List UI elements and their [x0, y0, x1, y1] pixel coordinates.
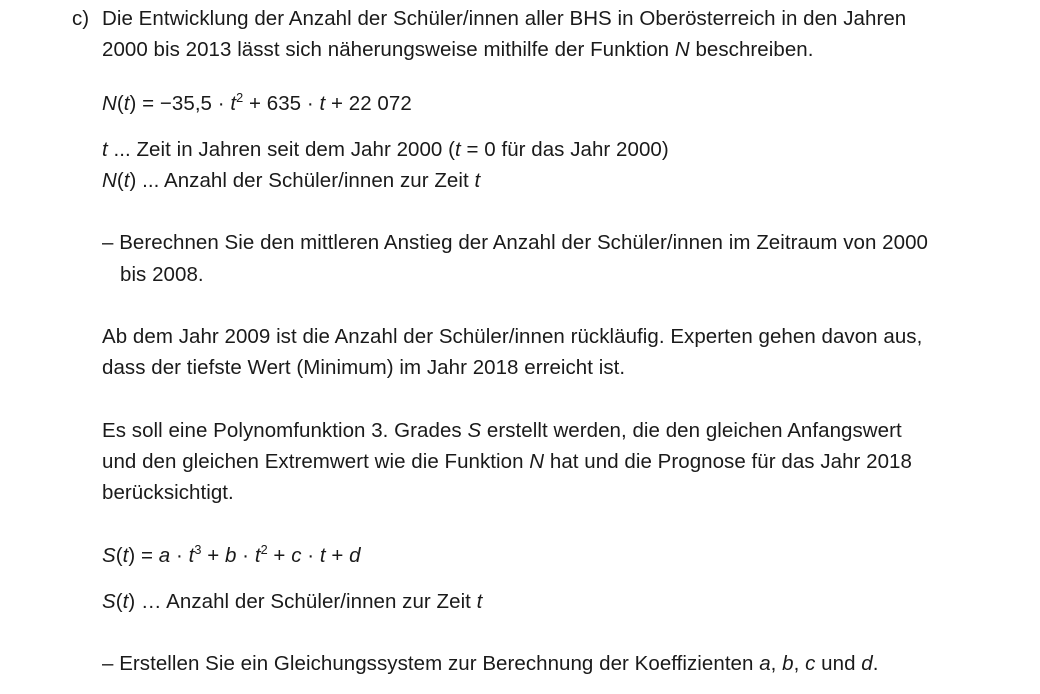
- legend-N-var: N: [102, 169, 117, 192]
- formula-N-linear-coef: + 635 ·: [243, 92, 320, 115]
- para2-line-2: [102, 356, 625, 380]
- formula-S: [102, 544, 361, 568]
- legend-N: [102, 169, 480, 193]
- task1-line-1: [102, 231, 928, 255]
- legend-S-t: t: [122, 590, 129, 613]
- formula-N-t-sq: t: [230, 92, 237, 115]
- para3-line-1: [102, 419, 902, 443]
- task2-period: .: [872, 652, 879, 675]
- legend-S-text: ) … Anzahl der Schüler/innen zur Zeit: [128, 590, 477, 613]
- intro-line-1: [102, 7, 906, 31]
- legend-t-var: t: [102, 138, 108, 161]
- formula-S-t: t: [122, 544, 129, 567]
- formula-S-open: (: [115, 544, 123, 567]
- para2-text-2: dass der tiefste Wert (Minimum) im Jahr 2018 erreicht ist.: [102, 356, 626, 379]
- task1-text-2: bis 2008.: [120, 263, 204, 286]
- formula-S-d: d: [349, 544, 361, 567]
- intro-text-2a: 2000 bis 2013 lässt sich näherungsweise mithilfe der Funktion: [102, 38, 675, 61]
- intro-text-1: Die Entwicklung der Anzahl der Schüler/innen aller BHS in Oberösterreich in den Jahren: [102, 7, 907, 30]
- para3-line-3: [102, 481, 234, 505]
- formula-S-exponent-3: 3: [194, 542, 202, 558]
- formula-N-t: t: [123, 92, 130, 115]
- intro-var-N: N: [674, 38, 690, 61]
- legend-t: [102, 138, 669, 162]
- formula-S-t-linear: t: [319, 544, 326, 567]
- formula-S-dot2: ·: [236, 544, 255, 567]
- formula-N-t-lin: t: [319, 92, 326, 115]
- legend-S-open: (: [115, 590, 123, 613]
- para3-text-1a: Es soll eine Polynomfunktion 3. Grades: [102, 419, 468, 442]
- task1-text-1: – Berechnen Sie den mittleren Anstieg der Anzahl der Schüler/innen im Zeitraum von 2000: [102, 231, 928, 254]
- formula-S-b: b: [224, 544, 237, 567]
- para3-line-2: [102, 450, 912, 474]
- formula-N-constant: + 22 072: [325, 92, 412, 115]
- para3-text-2a: und den gleichen Extremwert wie die Funktion: [102, 450, 530, 473]
- task-label: c): [72, 7, 90, 30]
- formula-S-exponent-2: 2: [260, 542, 268, 558]
- legend-N-open: (: [116, 169, 124, 192]
- formula-N-exponent: 2: [236, 90, 244, 106]
- intro-text-2b: beschreiben.: [689, 38, 814, 61]
- task2-d: d: [861, 652, 873, 675]
- task2-line: [102, 652, 879, 676]
- formula-N-open: (: [116, 92, 124, 115]
- task2-text: – Erstellen Sie ein Gleichungssystem zur Berechnung der Koeffizienten: [102, 652, 760, 675]
- para3-text-2b: hat und die Prognose für das Jahr 2018: [544, 450, 912, 473]
- legend-S-t-end: t: [476, 590, 483, 613]
- legend-N-t-end: t: [474, 169, 481, 192]
- para2-text-1: Ab dem Jahr 2009 ist die Anzahl der Schüler/innen rückläufig. Experten gehen davon aus,: [102, 325, 923, 348]
- para3-text-3: berücksichtigt.: [102, 481, 234, 504]
- formula-S-t-squared: t: [254, 544, 261, 567]
- task2-sep2: ,: [793, 652, 806, 675]
- formula-S-a: a: [158, 544, 171, 567]
- formula-S-dot1: ·: [170, 544, 189, 567]
- task2-c: c: [805, 652, 816, 675]
- para2-line-1: [102, 325, 922, 349]
- task2-b: b: [782, 652, 794, 675]
- para3-var-S: S: [467, 419, 482, 442]
- formula-S-t-cubed: t: [188, 544, 195, 567]
- task1-line-2: [120, 263, 204, 287]
- task2-a: a: [759, 652, 771, 675]
- task2-und: und: [815, 652, 862, 675]
- legend-t-text: ... Zeit in Jahren seit dem Jahr 2000 (: [107, 138, 455, 161]
- formula-S-c: c: [291, 544, 302, 567]
- legend-N-text: ) ... Anzahl der Schüler/innen zur Zeit: [129, 169, 475, 192]
- legend-S: [102, 590, 482, 614]
- formula-N-var: N: [102, 92, 117, 115]
- formula-S-equals: ) =: [128, 544, 159, 567]
- legend-t-text-end: = 0 für das Jahr 2000): [460, 138, 669, 161]
- formula-N: [102, 92, 412, 116]
- formula-S-plus1: +: [201, 544, 225, 567]
- intro-line-2: [102, 38, 813, 62]
- formula-S-plus3: +: [325, 544, 350, 567]
- formula-N-coef: ) = −35,5 ·: [129, 92, 231, 115]
- task2-sep1: ,: [770, 652, 783, 675]
- formula-S-var: S: [102, 544, 116, 567]
- legend-N-t: t: [123, 169, 130, 192]
- formula-S-plus2: +: [267, 544, 292, 567]
- legend-t-var2: t: [455, 138, 461, 161]
- formula-S-dot3: ·: [301, 544, 320, 567]
- para3-text-1b: erstellt werden, die den gleichen Anfangswert: [481, 419, 902, 442]
- legend-S-var: S: [102, 590, 116, 613]
- para3-var-N: N: [529, 450, 545, 473]
